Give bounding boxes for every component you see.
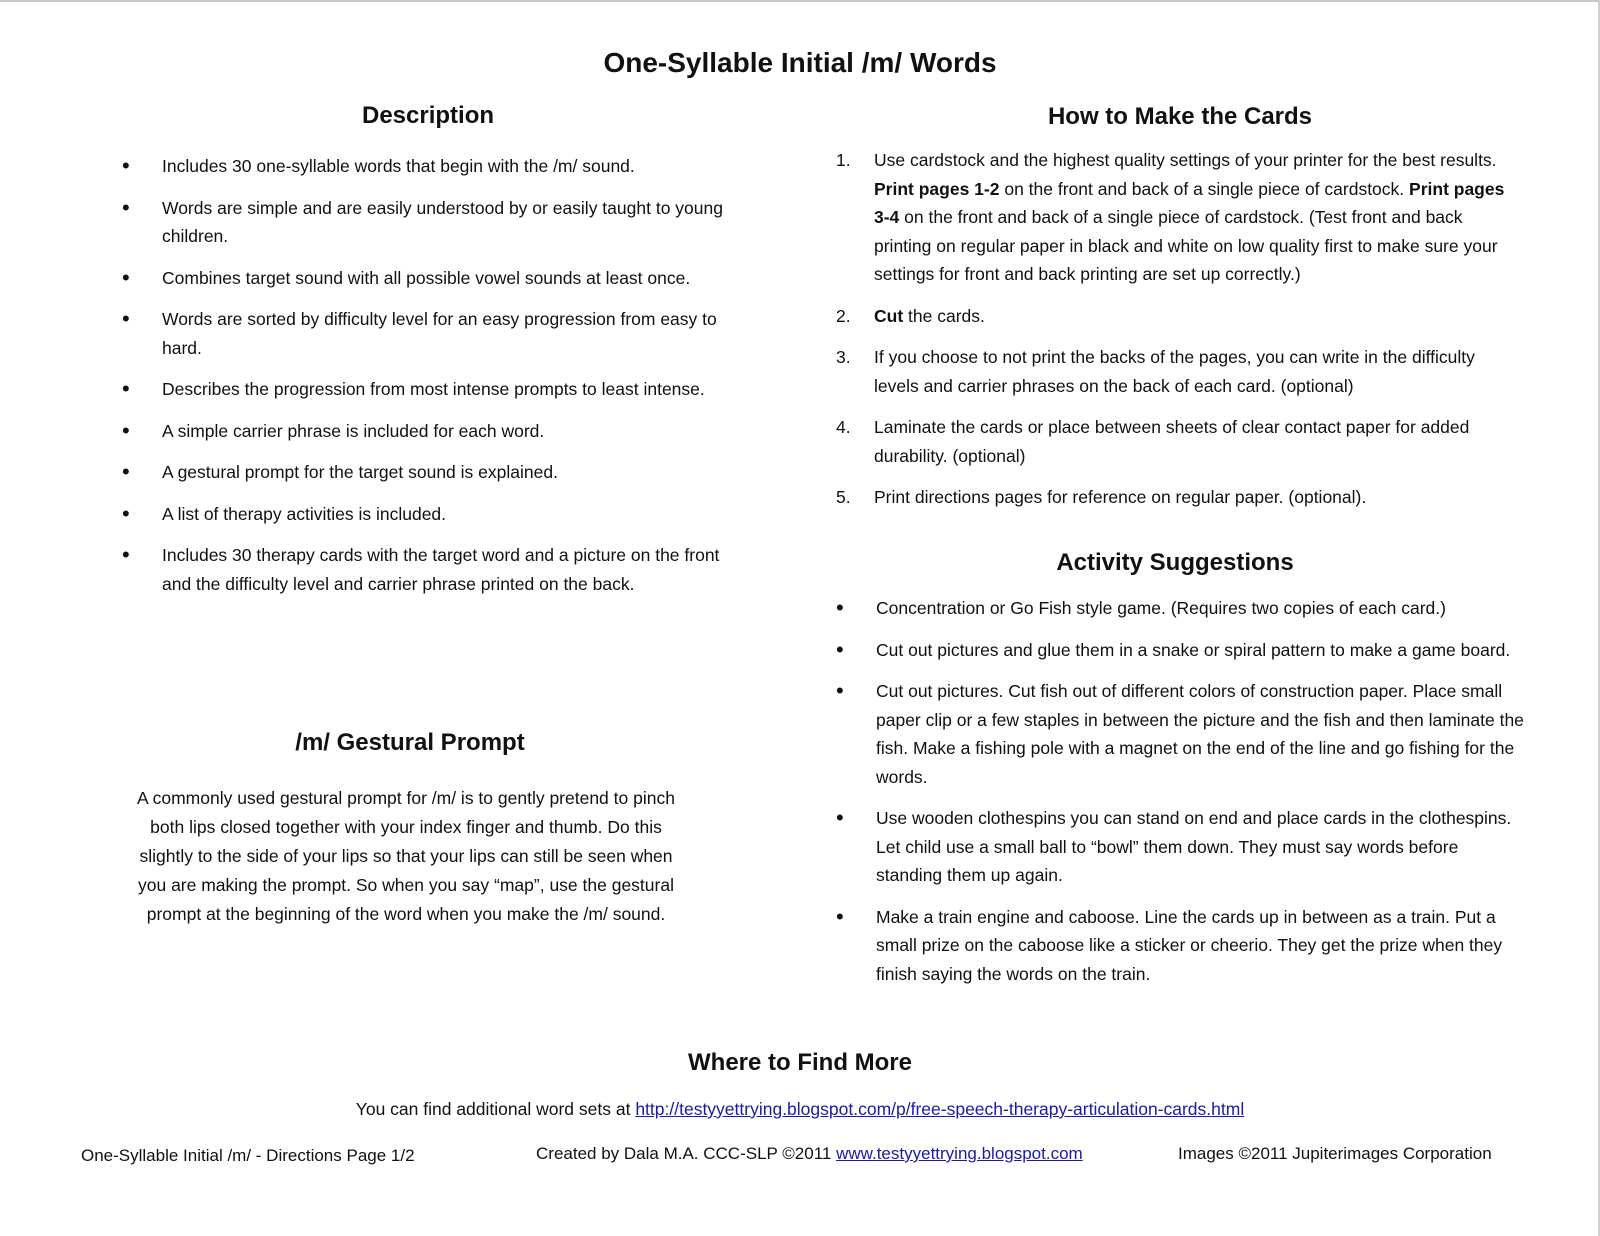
activity-item: • Cut out pictures. Cut fish out of different colors of construction paper. Place small paper clip or a few staples in between the picture and the fish and then laminate the fish. Make a fishing pole with a magnet on the end of the line and go fishing for the words. (836, 677, 1526, 791)
more-text-line (0, 1099, 1600, 1120)
description-item: • Words are sorted by difficulty level for an easy progression from easy to hard. (122, 305, 732, 362)
description-item: • A simple carrier phrase is included for each word. (122, 417, 732, 446)
description-item: • Words are simple and are easily understood by or easily taught to young children. (122, 194, 732, 251)
more-link[interactable]: http://testyyettrying.blogspot.com/p/free-speech-therapy-articulation-cards.html (635, 1099, 1245, 1119)
step-number: 3. (836, 347, 851, 367)
step-number: 5. (836, 487, 851, 507)
step-bold: Print pages 1-2 (874, 178, 1000, 199)
footer-right: Images ©2011 Jupiterimages Corporation (1178, 1144, 1492, 1163)
activity-item: • Use wooden clothespins you can stand on end and place cards in the clothespins. Let child use a small ball to “bowl” them down. They must say words before standing them up again. (836, 804, 1526, 890)
how-to-steps (836, 146, 1524, 525)
more-text: You can find additional word sets at (355, 1099, 636, 1119)
more-heading: Where to Find More (688, 1049, 912, 1076)
footer-credit: Created by Dala M.A. CCC-SLP ©2011 (536, 1144, 837, 1163)
step-number: 4. (836, 417, 851, 437)
description-item: • Combines target sound with all possible vowel sounds at least once. (122, 264, 732, 293)
description-list (122, 152, 732, 611)
step-text: Print directions pages for reference on regular paper. (optional). (874, 487, 1367, 507)
step-text: on the front and back of a single piece of cardstock. (999, 178, 1410, 199)
step-text: Laminate the cards or place between sheets of clear contact paper for added durability. (optional) (874, 417, 1470, 466)
activity-heading: Activity Suggestions (1056, 549, 1294, 576)
footer-left: One-Syllable Initial /m/ - Directions Page 1/2 (81, 1146, 415, 1165)
how-to-step (836, 483, 1524, 512)
footer-link[interactable]: www.testyyettrying.blogspot.com (836, 1144, 1083, 1163)
gestural-prompt-text: A commonly used gestural prompt for /m/ is to gently pretend to pinch both lips closed together with your index finger and thumb. Do this slightly to the side of your lips so that your lips can still be seen when you are making the prompt. So when you say “map”, use the gestural prompt at the beginning of the word when you make the /m/ sound. (137, 788, 675, 924)
activity-list (836, 594, 1526, 1001)
step-text: on the front and back of a single piece of cardstock. (Test front and back printing on regular paper in black and white on low quality first to make sure your settings for front and back printing are set up correctly.) (874, 207, 1498, 284)
step-bold: Print pages 3-4 (874, 178, 1505, 227)
gestural-prompt-heading: /m/ Gestural Prompt (295, 729, 525, 756)
activity-item: • Make a train engine and caboose. Line the cards up in between as a train. Put a small prize on the caboose like a sticker or cheerio. They get the prize when they finish saying the words on the train. (836, 903, 1526, 989)
step-text: Use cardstock and the highest quality settings of your printer for the best results. (874, 150, 1497, 170)
footer-center (536, 1144, 1083, 1164)
step-number: 2. (836, 305, 851, 326)
description-item: • A gestural prompt for the target sound is explained. (122, 458, 732, 487)
activity-item: • Concentration or Go Fish style game. (Requires two copies of each card.) (836, 594, 1526, 623)
step-number: 1. (836, 150, 851, 170)
step-bold: Cut (874, 305, 904, 326)
step-text: the cards. (903, 305, 985, 326)
page-title: One-Syllable Initial /m/ Words (603, 47, 997, 78)
how-to-heading: How to Make the Cards (1047, 103, 1313, 130)
how-to-step (836, 343, 1524, 400)
how-to-step (836, 413, 1524, 470)
how-to-step (836, 146, 1524, 289)
description-heading: Description (361, 102, 495, 129)
activity-item: • Cut out pictures and glue them in a snake or spiral pattern to make a game board. (836, 636, 1526, 665)
step-text: If you choose to not print the backs of the pages, you can write in the difficulty levels and carrier phrases on the back of each card. (optional) (874, 347, 1475, 396)
description-item: • A list of therapy activities is included. (122, 500, 732, 529)
top-border (0, 0, 1600, 2)
description-item: • Includes 30 one-syllable words that begin with the /m/ sound. (122, 152, 732, 181)
description-item: • Includes 30 therapy cards with the target word and a picture on the front and the difficulty level and carrier phrase printed on the back. (122, 541, 732, 598)
how-to-step (836, 302, 1524, 331)
description-item: • Describes the progression from most intense prompts to least intense. (122, 375, 732, 404)
